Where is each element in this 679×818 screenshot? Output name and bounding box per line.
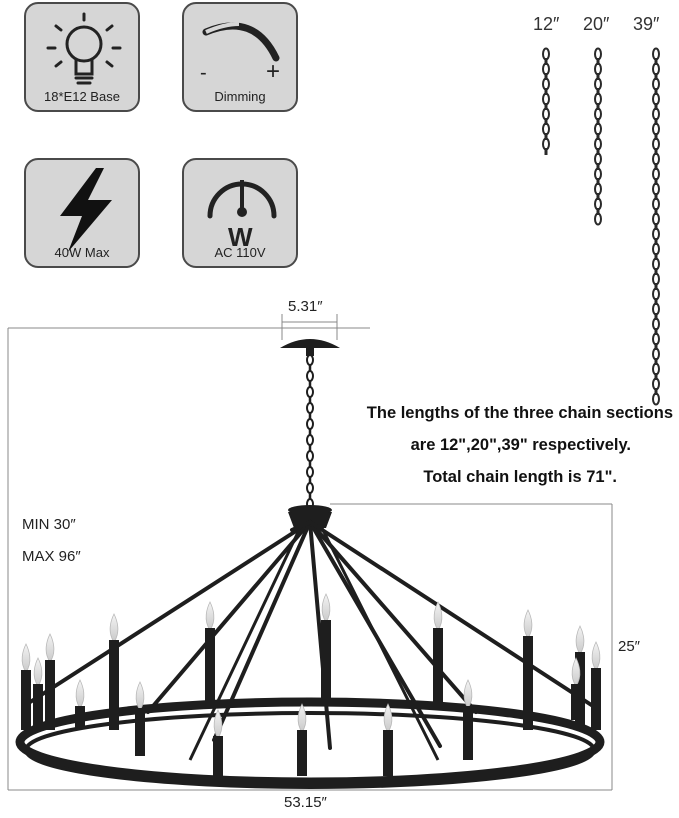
chain-sample-39 xyxy=(653,49,659,405)
candle-socket xyxy=(591,642,601,730)
candle-bulb xyxy=(524,610,532,638)
chain-label-39: 39″ xyxy=(633,14,660,34)
candle-bulb xyxy=(22,644,30,672)
candle-socket xyxy=(135,682,145,756)
chain-sample-20 xyxy=(595,49,601,225)
candle-bulb xyxy=(592,642,600,670)
chain-label-20: 20″ xyxy=(583,14,610,34)
candle-sleeve xyxy=(213,736,223,776)
candle-socket xyxy=(21,644,31,730)
dimming-minus: - xyxy=(200,62,207,84)
chain-label-12: 12″ xyxy=(533,14,560,34)
note-line-2: are 12",20",39" respectively. xyxy=(410,436,631,454)
body-height-label: 25″ xyxy=(618,638,640,655)
chain-samples xyxy=(543,49,659,405)
candle-socket xyxy=(297,704,307,776)
candle-sleeve xyxy=(433,628,443,708)
badge-label-power: 40W Max xyxy=(54,245,110,260)
candle-sleeve xyxy=(45,660,55,730)
candle-bulb xyxy=(322,594,330,622)
candle-bulb xyxy=(384,704,392,732)
candle-sleeve xyxy=(33,684,43,728)
hanging-chain xyxy=(307,355,313,509)
candle-sleeve xyxy=(591,668,601,730)
canopy-width-label: 5.31″ xyxy=(288,298,323,315)
candle-sleeve xyxy=(383,730,393,776)
note-line-3: Total chain length is 71". xyxy=(423,468,617,486)
candle-socket xyxy=(321,594,331,704)
badge-label-voltage: AC 110V xyxy=(214,245,266,260)
dimming-plus: + xyxy=(266,58,281,85)
candle-bulb xyxy=(34,658,42,686)
note-line-1: The lengths of the three chain sections xyxy=(366,404,673,422)
candle-sleeve xyxy=(109,640,119,730)
center-hub-top xyxy=(288,505,332,515)
badge-label-base: 18*E12 Base xyxy=(44,89,120,104)
candle-sleeve xyxy=(75,706,85,728)
badge-label-dimming: Dimming xyxy=(214,89,266,104)
candle-socket xyxy=(205,602,215,708)
candle-bulb xyxy=(206,602,214,630)
candle-bulb xyxy=(46,634,54,662)
candle-socket xyxy=(213,710,223,776)
candle-socket xyxy=(463,680,473,760)
candle-bulb xyxy=(298,704,306,732)
candle-socket xyxy=(571,658,581,720)
voltage-glyph: W xyxy=(228,222,253,252)
candle-socket xyxy=(109,614,119,730)
max-height-label: MAX 96″ xyxy=(22,548,81,565)
candle-sleeve xyxy=(205,628,215,708)
candle-socket xyxy=(383,704,393,776)
min-height-label: MIN 30″ xyxy=(22,516,76,533)
candle-sleeve xyxy=(571,684,581,720)
candle-sleeve xyxy=(463,706,473,760)
candle-socket xyxy=(523,610,533,730)
canopy xyxy=(280,339,340,348)
candle-sleeve xyxy=(297,730,307,776)
candle-sleeve xyxy=(21,670,31,730)
candle-bulb xyxy=(576,626,584,654)
candle-socket xyxy=(45,634,55,730)
candle-socket xyxy=(75,680,85,728)
candle-bulb xyxy=(464,680,472,708)
support-arm xyxy=(310,522,596,708)
candle-sleeve xyxy=(135,708,145,756)
chain-sample-12 xyxy=(543,49,549,156)
support-arm xyxy=(148,522,310,712)
candle-socket xyxy=(33,658,43,728)
support-arm xyxy=(322,528,438,760)
candle-bulb xyxy=(136,682,144,710)
diameter-label: 53.15″ xyxy=(284,794,327,811)
candle-bulb xyxy=(76,680,84,708)
candle-sleeve xyxy=(321,620,331,704)
candle-sleeve xyxy=(523,636,533,730)
candle-socket xyxy=(433,602,443,708)
candle-bulb xyxy=(110,614,118,642)
